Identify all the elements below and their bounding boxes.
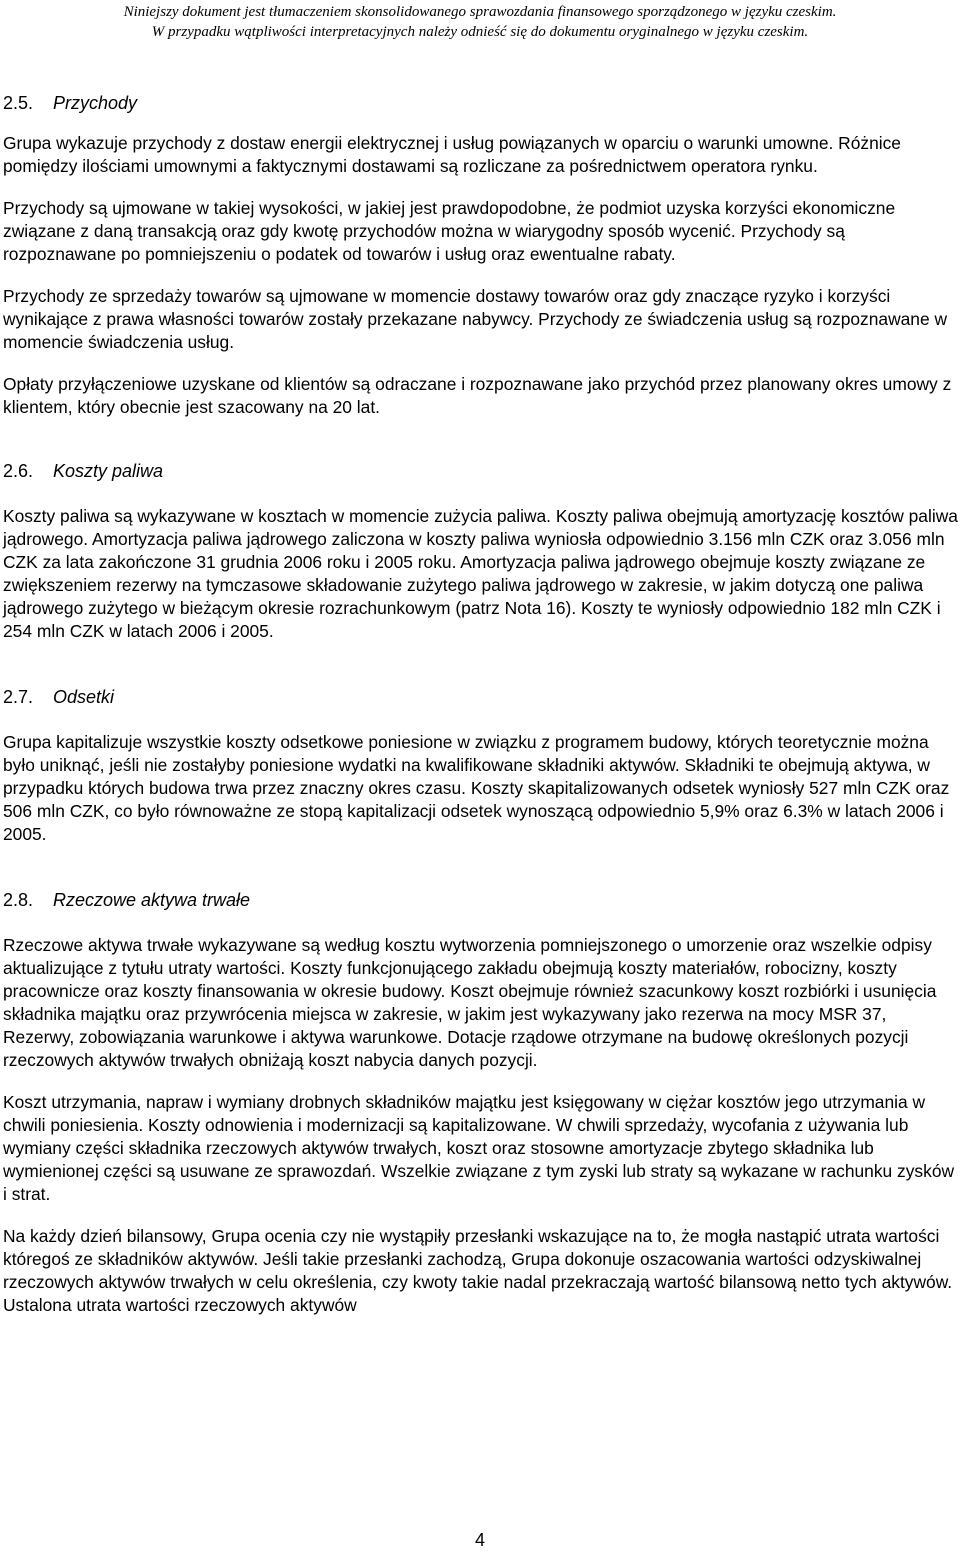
page-number: 4 xyxy=(474,1530,485,1550)
paragraph: Przychody ze sprzedaży towarów są ujmowane w momencie dostawy towarów oraz gdy znaczące ryzyko i korzyści wynikające z prawa własności towarów zostały przekazane nabywcy. Przychody ze świadczenia usług są rozpoznawane w momencie świadczenia usług. xyxy=(3,286,948,352)
translation-notice xyxy=(0,2,960,42)
section-number: 2.7. xyxy=(3,687,34,707)
section-title: Odsetki xyxy=(53,687,115,707)
section-number: 2.8. xyxy=(3,890,34,910)
section-heading-property-plant-equipment xyxy=(3,888,958,912)
paragraph: Koszty paliwa są wykazywane w kosztach w momencie zużycia paliwa. Koszty paliwa obejmują amortyzację kosztów paliwa jądrowego. Amortyzacja paliwa jądrowego zaliczona w koszty paliwa wyniosła odpowiednio 3.156 mln CZK oraz 3.056 mln CZK za lata zakończone 31 grudnia 2006 roku i 2005 roku. Amortyzacja paliwa jądrowego obejmuje koszty związane ze zwiększeniem rezerwy na tymczasowe składowanie zużytego paliwa jądrowego w zakresie, w jakim dotyczą one paliwa jądrowego zużytego w bieżącym okresie rozrachunkowym (patrz Nota 16). Koszty te wyniosły odpowiednio 182 mln CZK i 254 mln CZK w latach 2006 i 2005. xyxy=(3,506,958,641)
section-title: Koszty paliwa xyxy=(53,461,164,481)
document-body xyxy=(3,91,958,1317)
section-heading-revenue xyxy=(3,91,958,115)
translation-notice-line-1: Niniejszy dokument jest tłumaczeniem skonsolidowanego sprawozdania finansowego sporządzonego w języku czeskim. xyxy=(123,4,837,20)
paragraph: Koszt utrzymania, napraw i wymiany drobnych składników majątku jest księgowany w ciężar kosztów jego utrzymania w chwili poniesienia. Koszty odnowienia i modernizacji są kapitalizowane. W chwili sprzedaży, wycofania z używania lub wymiany części składnika rzeczowych aktywów trwałych, koszt oraz stosowne amortyzacje zbytego składnika lub wymienionej części są usuwane ze sprawozdań. Wszelkie związane z tym zyski lub straty są wykazane w rachunku zysków i strat. xyxy=(3,1092,955,1204)
section-title: Rzeczowe aktywa trwałe xyxy=(53,890,251,910)
section-number: 2.6. xyxy=(3,461,34,481)
section-number: 2.5. xyxy=(3,93,34,113)
paragraph: Grupa wykazuje przychody z dostaw energii elektrycznej i usług powiązanych w oparciu o warunki umowne. Różnice pomiędzy ilościami umownymi a faktycznymi dostawami są rozliczane za pośrednictwem operatora rynku. xyxy=(3,133,901,176)
translation-notice-line-2: W przypadku wątpliwości interpretacyjnych należy odnieść się do dokumentu oryginalnego w języku czeskim. xyxy=(151,24,809,40)
paragraph: Grupa kapitalizuje wszystkie koszty odsetkowe poniesione w związku z programem budowy, których teoretycznie można było uniknąć, jeśli nie zostałyby poniesione wydatki na kwalifikowane składniki aktywów. Składniki te obejmują aktywa, w przypadku których budowa trwa przez znaczny okres czasu. Koszty skapitalizowanych odsetek wyniosły 527 mln CZK oraz 506 mln CZK, co było równoważne ze stopą kapitalizacji odsetek wynoszącą odpowiednio 5,9% oraz 6.3% w latach 2006 i 2005. xyxy=(3,732,950,844)
section-title: Przychody xyxy=(53,93,138,113)
paragraph: Opłaty przyłączeniowe uzyskane od klientów są odraczane i rozpoznawane jako przychód przez planowany okres umowy z klientem, który obecnie jest szacowany na 20 lat. xyxy=(3,374,952,417)
section-heading-interest xyxy=(3,685,958,709)
paragraph: Na każdy dzień bilansowy, Grupa ocenia czy nie wystąpiły przesłanki wskazujące na to, że mogła nastąpić utrata wartości któregoś ze składników aktywów. Jeśli takie przesłanki zachodzą, Grupa dokonuje oszacowania wartości odzyskiwalnej rzeczowych aktywów trwałych w celu określenia, czy kwoty takie nadal przekraczają wartość bilansową netto tych aktywów. Ustalona utrata wartości rzeczowych aktywów xyxy=(3,1226,953,1315)
paragraph: Przychody są ujmowane w takiej wysokości, w jakiej jest prawdopodobne, że podmiot uzyska korzyści ekonomiczne związane z daną transakcją oraz gdy kwotę przychodów można w wiarygodny sposób wycenić. Przychody są rozpoznawane po pomniejszeniu o podatek od towarów i usług oraz ewentualne rabaty. xyxy=(3,198,896,264)
section-heading-fuel-costs xyxy=(3,459,958,483)
paragraph: Rzeczowe aktywa trwałe wykazywane są według kosztu wytworzenia pomniejszonego o umorzenie oraz wszelkie odpisy aktualizujące z tytułu utraty wartości. Koszty funkcjonującego zakładu obejmują koszty materiałów, robocizny, koszty pracownicze oraz koszty finansowania w okresie budowy. Koszt obejmuje również szacunkowy koszt rozbiórki i usunięcia składnika majątku oraz przywrócenia miejsca w zakresie, w jakim jest wykazywany jako rezerwa na mocy MSR 37, Rezerwy, zobowiązania warunkowe i aktywa warunkowe. Dotacje rządowe otrzymane na budowę określonych pozycji rzeczowych aktywów trwałych obniżają koszt nabycia danych pozycji. xyxy=(3,935,937,1070)
